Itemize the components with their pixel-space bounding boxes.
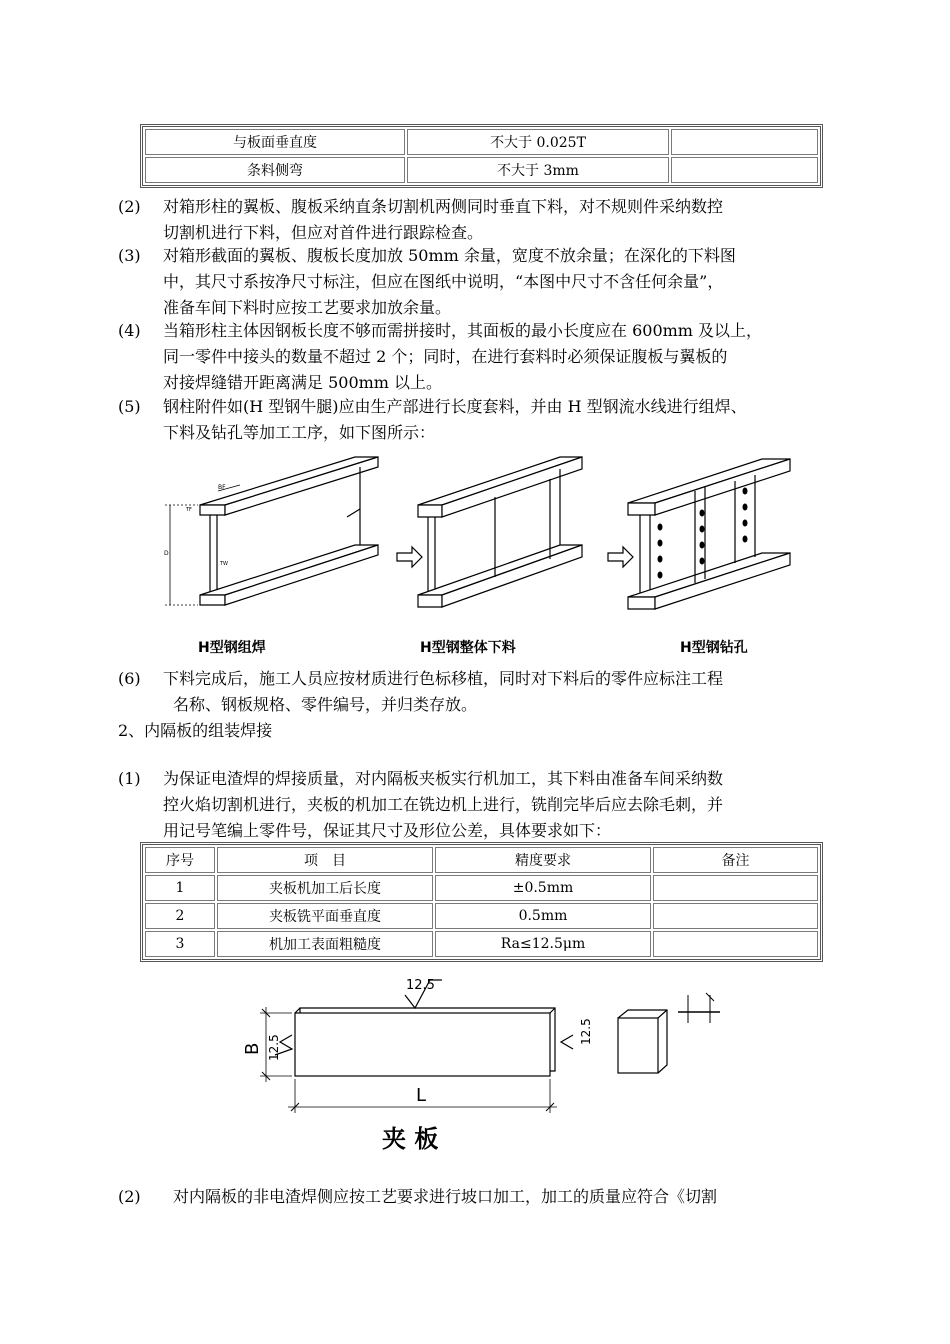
item-text-line: 用记号笔编上零件号，保证其尺寸及形位公差，具体要求如下： xyxy=(163,821,612,840)
table-cell: ±0.5mm xyxy=(435,875,651,901)
tolerance-table-top xyxy=(140,124,823,188)
table-header-cell: 序号 xyxy=(145,847,215,873)
item-number: (2) xyxy=(118,197,141,216)
section-heading: 2、内隔板的组装焊接 xyxy=(118,721,273,740)
h-beam-cutting-drawing xyxy=(418,457,582,607)
item-number: (1) xyxy=(118,769,141,788)
table-header-row xyxy=(145,847,818,873)
table-cell: 条料侧弯 xyxy=(145,157,405,183)
dim-label-bf: BF xyxy=(218,484,226,491)
dimension-label-b: B xyxy=(242,1042,263,1055)
table-cell: 与板面垂直度 xyxy=(145,129,405,155)
table-row xyxy=(145,129,818,155)
table-cell xyxy=(653,875,818,901)
table-row xyxy=(145,931,818,957)
table-cell: 2 xyxy=(145,903,215,929)
table-row xyxy=(145,903,818,929)
item-text-line: 中，其尺寸系按净尺寸标注，但应在图纸中说明，“本图中尺寸不含任何余量”， xyxy=(163,272,724,291)
h-beam-drilling-drawing xyxy=(628,459,790,609)
item-text-line: 同一零件中接头的数量不超过 2 个；同时，在进行套料时必须保证腹板与翼板的 xyxy=(163,347,728,366)
item-number: (3) xyxy=(118,246,141,265)
clamp-plate-drawing xyxy=(220,975,740,1160)
item-text-line: 准备车间下料时应按工艺要求加放余量。 xyxy=(163,298,452,317)
caption-h-beam-drilling: H型钢钻孔 xyxy=(680,640,748,656)
table-cell: 1 xyxy=(145,875,215,901)
dimension-label-l: L xyxy=(416,1085,427,1106)
caption-h-beam-cutting: H型钢整体下料 xyxy=(420,640,516,656)
item-text-line: 名称、钢板规格、零件编号，并归类存放。 xyxy=(173,695,478,714)
item-text-line: 下料及钻孔等加工工序，如下图所示： xyxy=(163,423,436,442)
item-text-line: 为保证电渣焊的焊接质量，对内隔板夹板实行机加工，其下料由准备车间采纳数 xyxy=(163,769,724,788)
roughness-label-right: 12.5 xyxy=(579,1018,593,1045)
h-beam-welding-drawing xyxy=(200,457,378,605)
item-text-line: 对箱形柱的翼板、腹板采纳直条切割机两侧同时垂直下料，对不规则件采纳数控 xyxy=(163,197,724,216)
table-cell: 0.5mm xyxy=(435,903,651,929)
dim-label-tf: TF xyxy=(186,507,192,513)
table-cell: 机加工表面粗糙度 xyxy=(217,931,433,957)
roughness-label-top: 12.5 xyxy=(406,978,435,993)
table-row xyxy=(145,157,818,183)
figure-caption-clamp-plate: 夹 板 xyxy=(382,1125,439,1153)
item-text-line: 对内隔板的非电渣焊侧应按工艺要求进行坡口加工，加工的质量应符合《切割 xyxy=(173,1187,718,1206)
dim-label-d: D xyxy=(164,550,169,557)
item-text-line: 下料完成后，施工人员应按材质进行色标移植，同时对下料后的零件应标注工程 xyxy=(163,669,724,688)
table-cell xyxy=(671,129,818,155)
item-number: (2) xyxy=(118,1187,141,1206)
item-text-line: 对接焊缝错开距离满足 500mm 以上。 xyxy=(163,373,443,392)
table-cell xyxy=(653,931,818,957)
table-cell xyxy=(671,157,818,183)
table-header-cell: 备注 xyxy=(653,847,818,873)
dim-label-tw: TW xyxy=(220,561,228,567)
table-cell: Ra≤12.5μm xyxy=(435,931,651,957)
table-cell: 夹板铣平面垂直度 xyxy=(217,903,433,929)
table-cell: 3 xyxy=(145,931,215,957)
table-cell: 不大于 3mm xyxy=(407,157,669,183)
item-number: (5) xyxy=(118,397,141,416)
table-cell: 夹板机加工后长度 xyxy=(217,875,433,901)
item-text-line: 钢柱附件如(H 型钢牛腿)应由生产部进行长度套料，并由 H 型钢流水线进行组焊、 xyxy=(163,397,747,416)
table-header-cell: 项 目 xyxy=(217,847,433,873)
roughness-label-left: 12.5 xyxy=(267,1034,281,1061)
arrow-right-icon xyxy=(397,547,422,567)
table-header-cell: 精度要求 xyxy=(435,847,651,873)
item-text-line: 控火焰切割机进行，夹板的机加工在铣边机上进行，铣削完毕后应去除毛刺，并 xyxy=(163,795,724,814)
item-text-line: 当箱形柱主体因钢板长度不够而需拼接时，其面板的最小长度应在 600mm 及以上， xyxy=(163,321,763,340)
table-cell xyxy=(653,903,818,929)
arrow-right-icon xyxy=(608,547,633,567)
machining-precision-table xyxy=(140,842,823,962)
item-number: (6) xyxy=(118,669,141,688)
item-text-line: 切割机进行下料，但应对首件进行跟踪检查。 xyxy=(163,223,484,242)
h-beam-process-figure xyxy=(150,445,800,625)
table-cell: 不大于 0.025T xyxy=(407,129,669,155)
caption-h-beam-welding: H型钢组焊 xyxy=(198,640,266,656)
table-row xyxy=(145,875,818,901)
item-text-line: 对箱形截面的翼板、腹板长度加放 50mm 余量，宽度不放余量；在深化的下料图 xyxy=(163,246,736,265)
item-number: (4) xyxy=(118,321,141,340)
